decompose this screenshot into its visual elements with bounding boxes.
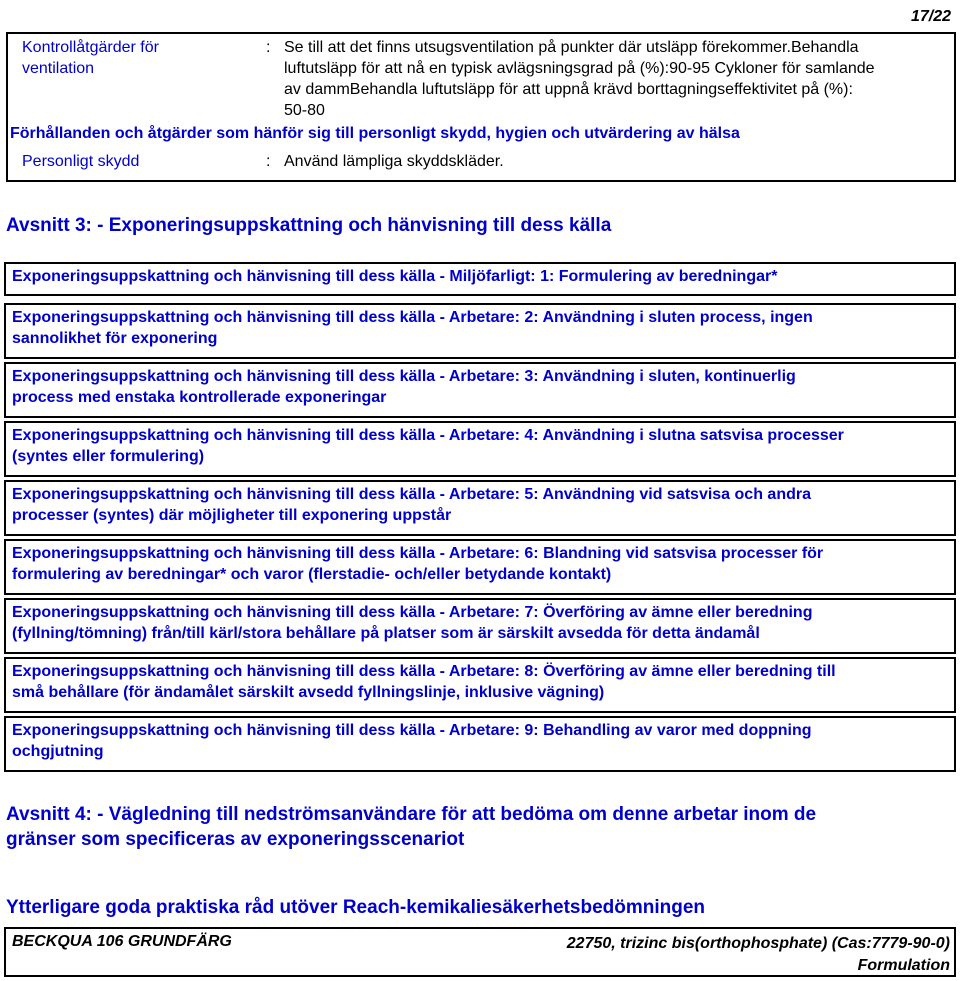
exposure-item-line: Exponeringsuppskattning och hänvisning till dess källa - Arbetare: 5: Användning vid satsvisa och andra <box>12 486 811 503</box>
personal-protection-value: Använd lämpliga skyddskläder. <box>284 153 504 170</box>
conditions-heading: Förhållanden och åtgärder som hänför sig till personligt skydd, hygien och utvärdering av hälsa <box>10 125 740 142</box>
exposure-item-line: Exponeringsuppskattning och hänvisning till dess källa - Arbetare: 4: Användning i slutna satsvisa processer <box>12 427 844 444</box>
exposure-item-line: Exponeringsuppskattning och hänvisning till dess källa - Arbetare: 6: Blandning vid satsvisa processer för <box>12 545 824 562</box>
footer-type: Formulation <box>857 957 950 974</box>
exposure-item-line: Exponeringsuppskattning och hänvisning till dess källa - Arbetare: 7: Överföring av ämne eller beredning <box>12 604 813 621</box>
exposure-item-line: (syntes eller formulering) <box>12 448 205 465</box>
footer-substance: 22750, trizinc bis(orthophosphate) (Cas:7779-90-0) <box>566 935 950 952</box>
exposure-item <box>4 362 956 418</box>
exposure-item <box>4 303 956 359</box>
exposure-item <box>4 657 956 713</box>
section3-title: Avsnitt 3: - Exponeringsuppskattning och hänvisning till dess källa <box>6 215 612 236</box>
exposure-item-line: process med enstaka kontrollerade exponeringar <box>12 389 387 406</box>
section4-title-line: gränser som specificeras av exponeringsscenariot <box>6 829 465 850</box>
page-number: 17/22 <box>910 8 951 25</box>
section4-title-line: Avsnitt 4: - Vägledning till nedströmsanvändare för att bedöma om denne arbetar inom de <box>6 804 817 825</box>
exposure-item-line: sannolikhet för exponering <box>12 330 218 347</box>
ventilation-value-line: av dammBehandla luftutsläpp för att uppnå krävd borttagningseffektivitet på (%): <box>284 81 853 98</box>
exposure-item-line: Exponeringsuppskattning och hänvisning till dess källa - Arbetare: 2: Användning i sluten process, ingen <box>12 309 813 326</box>
personal-protection-label: Personligt skydd <box>22 153 140 170</box>
exposure-item-line: Exponeringsuppskattning och hänvisning till dess källa - Miljöfarligt: 1: Formulering av beredningar* <box>12 268 778 285</box>
ventilation-section-box <box>6 32 956 182</box>
exposure-item-line: formulering av beredningar* och varor (flerstadie- och/eller betydande kontakt) <box>12 566 612 583</box>
exposure-item-line: processer (syntes) där möjligheter till exponering uppstår <box>12 507 452 524</box>
exposure-item-line: Exponeringsuppskattning och hänvisning till dess källa - Arbetare: 3: Användning i sluten, kontinuerlig <box>12 368 796 385</box>
personal-protection-colon: : <box>266 153 271 170</box>
section4-title <box>6 802 816 852</box>
footer-substance-info <box>567 933 950 977</box>
exposure-item-line: Exponeringsuppskattning och hänvisning till dess källa - Arbetare: 8: Överföring av ämne eller beredning till <box>12 663 836 680</box>
ventilation-value <box>284 37 944 121</box>
ventilation-value-line: luftutsläpp för att nå en typisk avlägsningsgrad på (%):90-95 Cykloner för samlande <box>284 60 875 77</box>
ventilation-label-line: ventilation <box>22 60 95 77</box>
exposure-item-line: ochgjutning <box>12 743 104 760</box>
ventilation-value-line: Se till att det finns utsugsventilation på punkter där utsläpp förekommer.Behandla <box>284 39 859 56</box>
ventilation-label <box>22 37 159 79</box>
ventilation-colon: : <box>266 39 271 56</box>
exposure-item <box>4 421 956 477</box>
footer-product-name: BECKQUA 106 GRUNDFÄRG <box>12 933 232 950</box>
footer <box>4 927 956 977</box>
exposure-item <box>4 262 956 296</box>
exposure-item <box>4 539 956 595</box>
exposure-item <box>4 598 956 654</box>
ventilation-value-line: 50-80 <box>284 102 325 119</box>
ventilation-label-line: Kontrollåtgärder för <box>22 39 159 56</box>
exposure-item-line: Exponeringsuppskattning och hänvisning till dess källa - Arbetare: 9: Behandling av varor med doppning <box>12 722 812 739</box>
exposure-item-line: (fyllning/tömning) från/till kärl/stora behållare på platser som är särskilt avsedda för detta ändamål <box>12 625 760 642</box>
extra-advice-title: Ytterligare goda praktiska råd utöver Reach-kemikaliesäkerhetsbedömningen <box>6 897 706 918</box>
exposure-item <box>4 716 956 772</box>
exposure-item-line: små behållare (för ändamålet särskilt avsedd fyllningslinje, inklusive vägning) <box>12 684 605 701</box>
exposure-item <box>4 480 956 536</box>
